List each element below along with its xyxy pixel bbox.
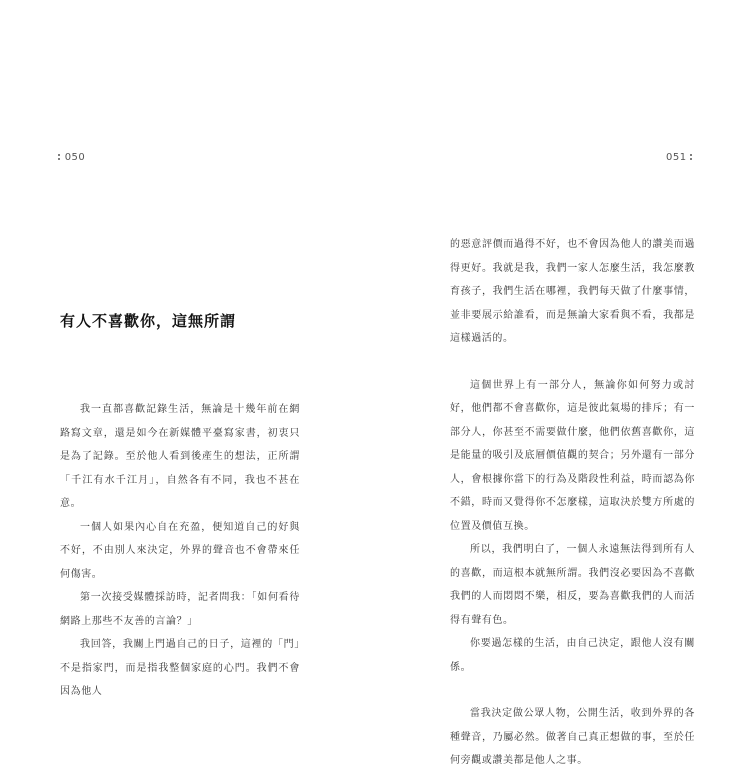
page-number-left	[58, 152, 85, 163]
paragraph: 我一直都喜歡記錄生活，無論是十幾年前在網路寫文章，還是如今在新媒體平臺寫家書，初衷只是為了記錄。至於他人看到後產生的想法，正所謂「千江有水千江月」，自然各有不同，我也不甚在意。	[60, 404, 300, 509]
paragraph-gap	[450, 351, 695, 374]
folio-dots	[58, 152, 61, 162]
paragraph: 當我決定做公眾人物，公開生活，收到外界的各種聲音，乃屬必然。做著自己真正想做的事，至於任何旁觀或讚美都是他人之事。	[450, 708, 695, 766]
paragraph: 我回答，我關上門過自己的日子，這裡的「門」不是指家門，而是指我整個家庭的心門。我們不會因為他人	[60, 639, 300, 697]
paragraph: 第一次接受媒體採訪時，記者問我：「如何看待網路上那些不友善的言論？」	[60, 592, 300, 627]
page-number-right	[666, 152, 693, 163]
paragraph: 這個世界上有一部分人，無論你如何努力或討好，他們都不會喜歡你，這是彼此氣場的排斥；有一部分人，你甚至不需要做什麼，他們依舊喜歡你，這是能量的吸引及底層價值觀的契合；另外還有一部分人，會根據你當下的行為及階段性利益，時而認為你不錯，時而又覺得你不怎麼樣，這取決於雙方所處的位置及價值互換。	[450, 379, 695, 532]
page-number-text: 050	[64, 152, 86, 163]
paragraph-gap	[450, 679, 695, 702]
chapter-title: 有人不喜歡你，這無所謂	[60, 312, 237, 330]
paragraph: 你要過怎樣的生活，由自己決定，跟他人沒有關係。	[450, 638, 695, 673]
paragraph: 一個人如果內心自在充盈，便知道自己的好與不好，不由別人來決定，外界的聲音也不會帶來任何傷害。	[60, 521, 300, 580]
page-number-text: 051	[666, 152, 687, 163]
folio-dots	[690, 152, 693, 162]
right-body-text	[450, 233, 695, 773]
paragraph: 的惡意評價而過得不好，也不會因為他人的讚美而過得更好。我就是我，我們一家人怎麼生活，我怎麼教育孩子，我們生活在哪裡，我們每天做了什麼事情，並非要展示給誰看，而是無論大家看與不看，我都是這樣過活的。	[450, 239, 695, 344]
paragraph: 所以，我們明白了，一個人永遠無法得到所有人的喜歡，而這根本就無所謂。我們沒必要因為不喜歡我們的人而悶悶不樂，相反，要為喜歡我們的人而活得有聲有色。	[450, 544, 695, 626]
left-body-text	[60, 398, 300, 704]
left-page	[0, 0, 375, 750]
